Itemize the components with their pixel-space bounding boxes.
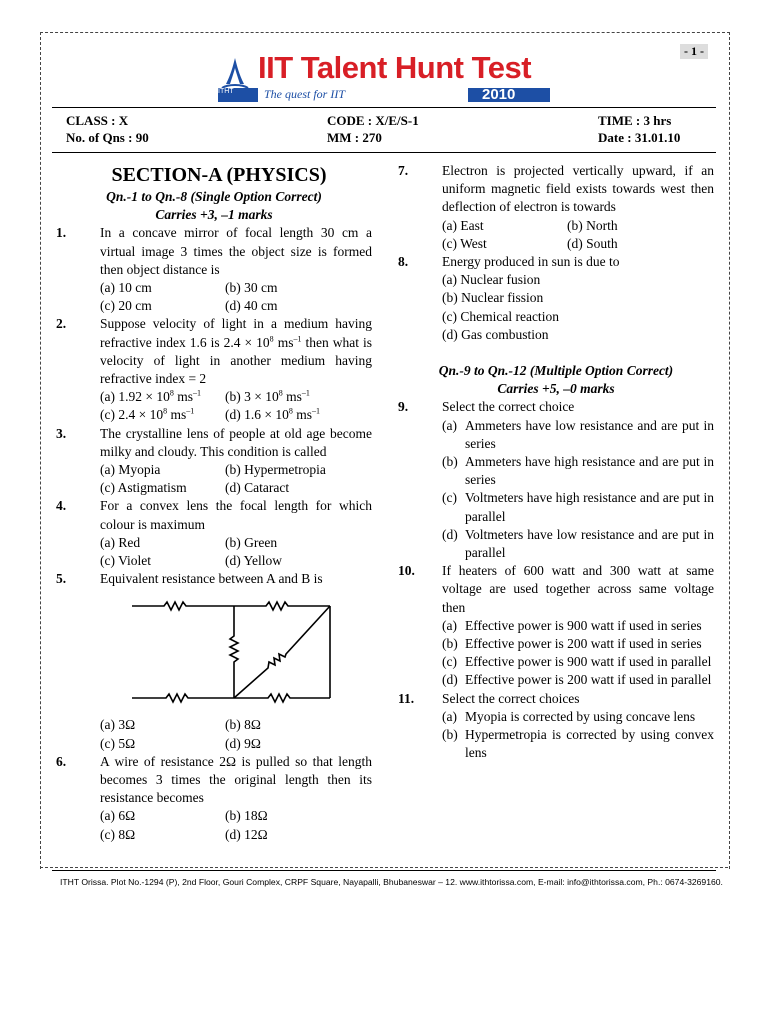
option: (b) Ammeters have high resistance and are put in series — [442, 454, 714, 488]
instruction-line: Qn.-1 to Qn.-8 (Single Option Correct) — [106, 189, 322, 204]
option: (b) 30 cm — [225, 280, 278, 296]
option: (d) Cataract — [225, 480, 290, 496]
option: (b) 18Ω — [225, 808, 268, 824]
instruction-line: Qn.-9 to Qn.-12 (Multiple Option Correct) — [438, 363, 674, 379]
options — [398, 217, 714, 253]
question-text: Equivalent resistance between A and B is — [100, 571, 323, 587]
option: (a) Ammeters have low resistance and are put in series — [442, 417, 714, 451]
question-number: 10. — [398, 563, 415, 579]
options — [56, 534, 372, 570]
option: (a) Red — [100, 534, 141, 550]
question-text: Energy produced in sun is due to — [442, 254, 620, 270]
option: (a) Nuclear fusion — [442, 272, 541, 288]
question-number: 4. — [56, 498, 67, 514]
question-text: For a convex lens the focal length for which colour is maximum — [100, 498, 372, 532]
max-marks: MM : 270 — [327, 130, 382, 145]
section-title: SECTION-A (PHYSICS) — [111, 164, 327, 186]
question-number: 1. — [56, 225, 67, 241]
question-number: 5. — [56, 571, 67, 587]
option: (c) Violet — [100, 553, 152, 569]
option: (c) 8Ω — [100, 826, 136, 842]
page-bottom-border — [40, 867, 728, 868]
question-number: 6. — [56, 753, 67, 769]
question — [398, 562, 714, 617]
left-column — [56, 162, 372, 844]
right-column — [398, 162, 714, 763]
option: (a) East — [442, 217, 484, 233]
question — [56, 315, 372, 388]
num-questions: No. of Qns : 90 — [66, 130, 149, 145]
option: (b) Hypermetropia — [225, 462, 326, 478]
option: (c) 20 cm — [100, 298, 152, 314]
header-rule-bottom — [52, 152, 716, 153]
option: (d) 40 cm — [225, 298, 278, 314]
option: (c) 5Ω — [100, 735, 136, 751]
option: (c) Astigmatism — [100, 480, 187, 496]
logo — [214, 52, 550, 104]
question-number: 9. — [398, 399, 409, 415]
option: (d) South — [567, 235, 618, 251]
option: (b) Hypermetropia is corrected by using convex lens — [442, 727, 714, 761]
question-text: In a concave mirror of focal length 30 cm a virtual image 3 times the object size is formed then object distance is — [100, 225, 372, 277]
question — [56, 570, 372, 588]
question — [56, 497, 372, 533]
circuit-diagram — [56, 588, 372, 716]
question — [56, 425, 372, 461]
footer-rule — [52, 870, 716, 871]
question-number: 7. — [398, 163, 409, 178]
question-number: 3. — [56, 425, 67, 441]
class-label: CLASS : X — [66, 113, 129, 128]
question-text: A wire of resistance 2Ω is pulled so that length becomes 3 times the original length then its resistance becomes — [100, 753, 372, 806]
options — [56, 388, 372, 424]
option: (d) Effective power is 200 watt if used in parallel — [442, 672, 712, 688]
option: (a) Myopia — [100, 462, 161, 478]
instruction-line: Carries +3, –1 marks — [155, 207, 273, 223]
option: (d) Voltmeters have low resistance and are put in parallel — [442, 526, 714, 561]
option: (c) Chemical reaction — [442, 308, 559, 324]
question-text: Suppose velocity of light in a medium having refractive index 1.6 is $2.4 \times 10^8$ $ms^{-1}$ then what is velocity of light in another medium having refractive index = 2 — [100, 316, 372, 387]
option: (c) Voltmeters have high resistance and are put in parallel — [442, 490, 714, 524]
question-text: Electron is projected vertically upward, if an uniform magnetic field exists towards west then deflection of electron is towards — [442, 163, 714, 215]
options — [56, 716, 372, 752]
option: (d) 12Ω — [225, 826, 268, 842]
question — [398, 253, 714, 271]
option: (a) Myopia is corrected by using concave lens — [442, 708, 696, 724]
option: (a) Effective power is 900 watt if used in series — [442, 617, 702, 633]
option: (d) Gas combustion — [442, 326, 549, 342]
option: (b) Effective power is 200 watt if used in series — [442, 636, 702, 652]
question — [398, 162, 714, 217]
question — [56, 224, 372, 279]
question-text: Select the correct choices — [442, 690, 580, 706]
option: (d) $1.6 \times 10^8$ $ms^{-1}$ — [225, 406, 320, 423]
question-number: 8. — [398, 254, 409, 270]
option: (a) $1.92 \times 10^8$ $ms^{-1}$ — [100, 388, 201, 405]
question — [398, 690, 714, 708]
date-label: Date : 31.01.10 — [598, 130, 681, 145]
option: (d) Yellow — [225, 553, 283, 569]
option: (a) 3Ω — [100, 717, 136, 733]
header-rule-top — [52, 107, 716, 108]
option: (b) Nuclear fission — [442, 290, 544, 306]
footer-address: ITHT Orissa. Plot No.-1294 (P), 2nd Floor, Gouri Complex, CRPF Square, Nayapalli, Bhubaneswar – 12. www.ithtorissa.com, E-mail: info@ithtorissa.com, Ph.: 0674-3269160. — [60, 877, 723, 887]
question-number: 2. — [56, 316, 67, 332]
options — [56, 279, 372, 315]
page-number: - 1 - — [680, 44, 708, 59]
time-label: TIME : 3 hrs — [598, 113, 672, 128]
options — [398, 271, 714, 344]
option: (d) 9Ω — [225, 735, 261, 751]
question-number: 11. — [398, 690, 415, 706]
option: (b) $3 \times 10^8$ $ms^{-1}$ — [225, 388, 310, 405]
question — [398, 398, 714, 416]
logo-title: IIT Talent Hunt Test — [258, 50, 532, 85]
option: (c) West — [442, 235, 487, 251]
option: (c) Effective power is 900 watt if used in parallel — [442, 654, 712, 670]
question-text: Select the correct choice — [442, 399, 575, 415]
option: (b) 8Ω — [225, 717, 261, 733]
code-label: CODE : X/E/S-1 — [327, 113, 419, 128]
logo-tagline: The quest for IIT — [258, 87, 468, 102]
instruction-line: Carries +5, –0 marks — [497, 381, 615, 397]
question-text: If heaters of 600 watt and 300 watt at same voltage are used together across same voltage then — [442, 563, 714, 615]
question — [56, 753, 372, 808]
option: (a) 6Ω — [100, 808, 136, 824]
option: (b) North — [567, 217, 618, 233]
question-text: The crystalline lens of people at old age become milky and cloudy. This condition is called — [100, 425, 372, 459]
logo-tree-label: ITHT — [218, 88, 234, 95]
option: (b) Green — [225, 534, 278, 550]
option: (c) $2.4 \times 10^8$ $ms^{-1}$ — [100, 406, 195, 423]
options — [56, 461, 372, 497]
logo-year: 2010 — [482, 86, 516, 103]
options — [56, 807, 372, 843]
option: (a) 10 cm — [100, 280, 152, 296]
